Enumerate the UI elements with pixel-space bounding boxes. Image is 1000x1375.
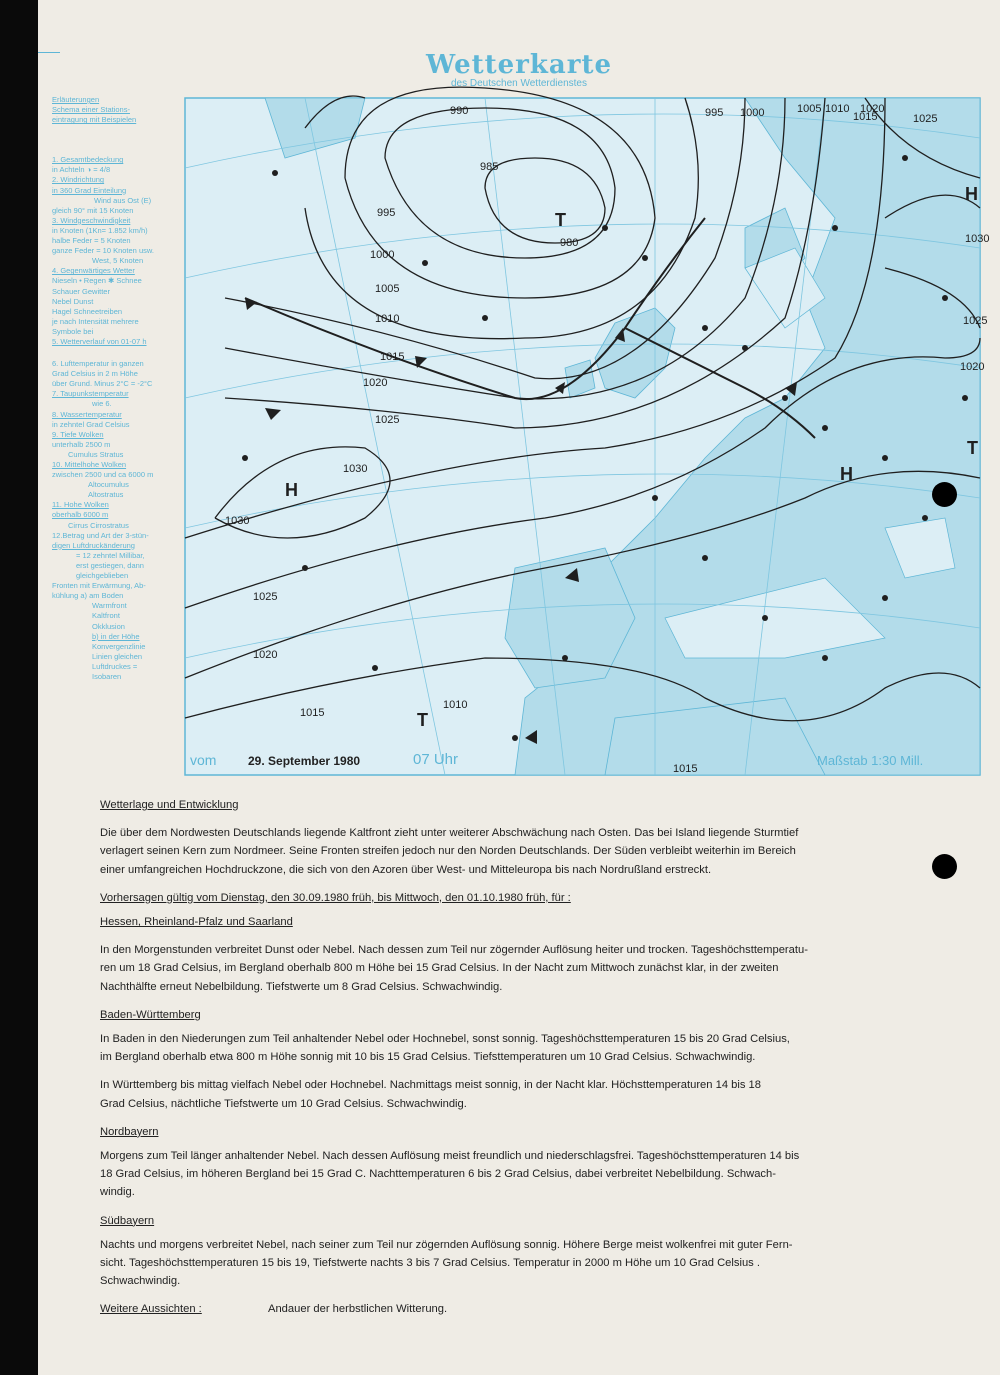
legend-line: Grad Celsius in 2 m Höhe	[52, 369, 138, 379]
legend-line: 4. Gegenwärtiges Wetter	[52, 266, 135, 276]
legend-line: 3. Windgeschwindigkeit	[52, 215, 131, 225]
legend-line: halbe Feder = 5 Knoten	[52, 236, 131, 246]
isobar-label: 1005	[375, 283, 400, 295]
legend-line: digen Luftdruckänderung	[52, 540, 135, 550]
station-symbol	[642, 255, 648, 261]
outlook-text: Andauer der herbstlichen Witterung.	[268, 1303, 448, 1316]
isobar-label: 1020	[363, 377, 388, 389]
legend-line: in Knoten (1Kn= 1.852 km/h)	[52, 225, 148, 235]
punch-hole	[932, 854, 957, 879]
legend-line: eintragung mit Beispielen	[52, 115, 137, 125]
legend-line: ganze Feder = 10 Knoten usw.	[52, 246, 154, 256]
legend-line: erst gestiegen, dann	[76, 560, 144, 570]
map-subtitle: des Deutschen Wetterdienstes	[450, 78, 587, 89]
outlook-label: Weitere Aussichten :	[100, 1303, 202, 1316]
section-heading: Baden-Württemberg	[100, 1008, 201, 1021]
legend-line: 2. Windrichtung	[52, 175, 105, 185]
station-symbol	[882, 595, 888, 601]
station-symbol	[302, 565, 308, 571]
legend-line: Altostratus	[88, 490, 124, 500]
legend-line: Cumulus Stratus	[68, 449, 124, 459]
paragraph-line: 18 Grad Celsius, im höheren Bergland bei 15 Grad C. Nachttemperaturen 6 bis 2 Grad Celsius, dabei verbreitet Nebelbildung. Schwach-	[100, 1168, 776, 1181]
isobar-label: 1025	[375, 414, 400, 426]
legend-line: 8. Wassertemperatur	[52, 409, 122, 419]
station-symbol	[922, 515, 928, 521]
station-symbol	[372, 665, 378, 671]
station-symbol	[762, 615, 768, 621]
legend-line: = 12 zehntel Millibar,	[76, 550, 145, 560]
station-symbol	[822, 425, 828, 431]
paragraph-line: Schwachwindig.	[100, 1275, 181, 1288]
legend-line: wie 6.	[92, 399, 112, 409]
legend-line: Kaltfront	[92, 611, 120, 621]
legend-line: 6. Lufttemperatur in ganzen	[52, 359, 144, 369]
map-footer	[185, 745, 980, 775]
map-scale: Maßstab 1:30 Mill.	[817, 753, 924, 768]
station-symbol	[602, 225, 608, 231]
legend-line: Fronten mit Erwärmung, Ab-	[52, 581, 146, 591]
legend-line: Isobaren	[92, 671, 122, 681]
legend-line: über Grund. Minus 2°C = -2°C	[52, 379, 153, 389]
station-symbol	[742, 345, 748, 351]
legend-line: Schema einer Stations-	[52, 105, 130, 115]
station-symbol	[822, 655, 828, 661]
map-title: Wetterkarte	[426, 50, 612, 80]
station-symbol	[242, 455, 248, 461]
legend-line: oberhalb 6000 m	[52, 510, 109, 520]
map-graphic	[185, 98, 990, 775]
station-symbol	[702, 555, 708, 561]
isobar-label: 1005	[797, 103, 822, 115]
isobar-label: 1015	[380, 351, 405, 363]
isobar-label: 1020	[253, 649, 278, 661]
paragraph-line: Nachthälfte erneut Nebelbildung. Tiefstwerte um 8 Grad Celsius. Schwachwindig.	[100, 980, 503, 993]
legend-line: 12.Betrag und Art der 3-stün-	[52, 530, 149, 540]
legend-line: Hagel Schneetreiben	[52, 306, 123, 316]
station-symbol	[962, 395, 968, 401]
legend-line: 9. Tiefe Wolken	[52, 429, 104, 439]
station-symbol	[702, 325, 708, 331]
legend-line: gleichgeblieben	[76, 571, 129, 581]
legend-line: Wind aus Ost (E)	[94, 195, 152, 205]
isobar-label: 995	[377, 207, 396, 219]
legend-line: 1. Gesamtbedeckung	[52, 155, 124, 165]
paragraph-line: ren um 18 Grad Celsius, im Bergland oberhalb 800 m Höhe bei 15 Grad Celsius. In der Nacht zum Mittwoch zunächst klar, in der zweiten	[100, 962, 779, 975]
legend-line: b) in der Höhe	[92, 631, 140, 641]
paragraph-line: Nachts und morgens verbreitet Nebel, nach seiner zum Teil nur zögernden Auflösung sonnig. Höhere Berge meist wolkenfrei mit guter Fern-	[100, 1238, 793, 1251]
isobar-label: 1015	[300, 707, 325, 719]
legend-line: Konvergenzlinie	[92, 641, 146, 651]
paragraph-line: In den Morgenstunden verbreitet Dunst oder Nebel. Nach dessen zum Teil nur zögernder Auflösung heiter und trocken. Tageshöchsttemperatu-	[100, 944, 808, 957]
footer-vom: vom	[190, 752, 217, 768]
isobar-label: 1030	[343, 463, 368, 475]
isobar-label: 1015	[673, 763, 698, 775]
legend-line: Schauer Gewitter	[52, 286, 110, 296]
paragraph-line: In Württemberg bis mittag vielfach Nebel oder Hochnebel. Nachmittags meist sonnig, in der Nacht klar. Höchsttemperaturen 14 bis 18	[100, 1079, 762, 1092]
isobar-label: 1015	[853, 111, 878, 123]
isobar-label: 990	[450, 105, 469, 117]
station-symbol	[832, 225, 838, 231]
station-symbol	[902, 155, 908, 161]
map-date: 29. September 1980	[248, 754, 361, 768]
paragraph-line: Grad Celsius, nächtliche Tiefstwerte um 10 Grad Celsius. Schwachwindig.	[100, 1097, 467, 1110]
station-symbol	[652, 495, 658, 501]
section-heading: Hessen, Rheinland-Pfalz und Saarland	[100, 916, 293, 929]
legend-line: in zehntel Grad Celsius	[52, 419, 130, 429]
paragraph-line: Morgens zum Teil länger anhaltender Nebel. Nach dessen Auflösung meist freundlich und niederschlagsfrei. Tageshöchsttemperaturen 14 bis	[100, 1150, 800, 1163]
section-heading: Südbayern	[100, 1214, 155, 1227]
station-symbol	[422, 260, 428, 266]
isobar-label: 985	[480, 161, 499, 173]
legend-line: Altocumulus	[88, 480, 129, 490]
isobar-label: 995	[705, 107, 724, 119]
pressure-center-high: H	[840, 464, 853, 484]
isobar-label: 1000	[740, 107, 765, 119]
isobar-label: 1030	[225, 515, 250, 527]
legend-line: Nieseln • Regen ✱ Schnee	[52, 276, 142, 286]
pressure-center-low: T	[555, 210, 566, 230]
legend-line: Nebel Dunst	[52, 296, 94, 306]
pressure-center-low: T	[417, 710, 428, 730]
isobar-label: 1010	[443, 699, 468, 711]
outlook	[100, 1300, 950, 1320]
legend-line: 5. Wetterverlauf von 01-07 h	[52, 336, 147, 346]
legend-line: Luftdruckes =	[92, 661, 138, 671]
legend-line: in Achteln ◑ = 4/8	[52, 165, 111, 175]
legend-line: Symbole bei	[52, 326, 94, 336]
map-time: 07 Uhr	[413, 751, 459, 768]
legend-line: kühlung a) am Boden	[52, 591, 124, 601]
paragraph-line: Die über dem Nordwesten Deutschlands liegende Kaltfront zieht unter weiterer Abschwächung nach Osten. Das bei Island liegende Sturmtief	[100, 827, 799, 840]
legend-line: zwischen 2500 und ca 6000 m	[52, 470, 154, 480]
paragraph-line: In Baden in den Niederungen zum Teil anhaltender Nebel oder Hochnebel, sonst sonnig. Tageshöchsttemperaturen 15 bis 20 Grad Celsius,	[100, 1033, 790, 1046]
station-symbol	[562, 655, 568, 661]
forecast-text	[100, 796, 950, 1320]
isobar-label: 1020	[860, 103, 885, 115]
station-symbol	[782, 395, 788, 401]
isobar-label: 1000	[370, 249, 395, 261]
paragraph-line: verlagert seinen Kern zum Nordmeer. Seine Fronten streifen jedoch nur den Norden Deutschlands. Der Süden verbleibt weiterhin im Bereich	[100, 845, 796, 858]
section-heading: Nordbayern	[100, 1125, 159, 1138]
legend-line: 11. Hohe Wolken	[52, 500, 109, 510]
section-heading: Vorhersagen gültig vom Dienstag, den 30.09.1980 früh, bis Mittwoch, den 01.10.1980 früh, für :	[100, 891, 571, 904]
isobar-label: 1010	[375, 313, 400, 325]
punch-hole	[932, 482, 957, 507]
station-symbol	[272, 170, 278, 176]
legend-line: Cirrus Cirrostratus	[68, 520, 129, 530]
isobar-label: 1025	[963, 315, 988, 327]
pressure-center-high: H	[965, 184, 978, 204]
paragraph-line: sicht. Tageshöchsttemperaturen 15 bis 19, Tiefstwerte nachts 3 bis 7 Grad Celsius. Temperatur in 2000 m Höhe um 10 Grad Celsius .	[100, 1257, 760, 1270]
legend-line: je nach Intensität mehrere	[52, 316, 139, 326]
station-symbol	[882, 455, 888, 461]
weather-map-sheet	[38, 0, 1000, 1375]
legend	[52, 95, 184, 682]
isobar-label: 1030	[965, 233, 990, 245]
legend-line: 7. Taupunkstemperatur	[52, 389, 129, 399]
paragraph-line: einer umfangreichen Hochdruckzone, die sich von den Azoren über West- und Mitteleuropa bis nach Nordrußland erstreckt.	[100, 863, 712, 876]
isobar-label: 1025	[253, 591, 278, 603]
paragraph-line: windig.	[100, 1186, 135, 1199]
pressure-center-low: T	[967, 438, 978, 458]
legend-line: in 360 Grad Einteilung	[52, 185, 127, 195]
legend-line: West, 5 Knoten	[92, 256, 144, 266]
legend-line: Linien gleichen	[92, 651, 143, 661]
legend-line: gleich 90° mit 15 Knoten	[52, 205, 134, 215]
pressure-center-high: H	[285, 480, 298, 500]
legend-station-schema	[52, 125, 184, 155]
margin-tick	[38, 52, 60, 53]
isobar-label: 1025	[913, 113, 938, 125]
legend-line: Okklusion	[92, 621, 125, 631]
isobar-label: 1010	[825, 103, 850, 115]
station-symbol	[512, 735, 518, 741]
isobar-label: 1020	[960, 361, 985, 373]
legend-line: unterhalb 2500 m	[52, 439, 111, 449]
section-heading: Wetterlage und Entwicklung	[100, 799, 239, 811]
legend-line: Erläuterungen	[52, 95, 100, 104]
legend-weather-course-symbols	[52, 347, 184, 359]
station-symbol	[942, 295, 948, 301]
legend-line: Warmfront	[92, 601, 127, 611]
legend-line: 10. Mittelhohe Wolken	[52, 460, 127, 469]
station-symbol	[482, 315, 488, 321]
synoptic-map	[185, 98, 990, 775]
isobar-label: 980	[560, 237, 579, 249]
paragraph-line: im Bergland oberhalb etwa 800 m Höhe sonnig mit 10 bis 15 Grad Celsius. Tiefsttemperaturen um 10 Grad Celsius. Schwachwindig.	[100, 1051, 756, 1064]
